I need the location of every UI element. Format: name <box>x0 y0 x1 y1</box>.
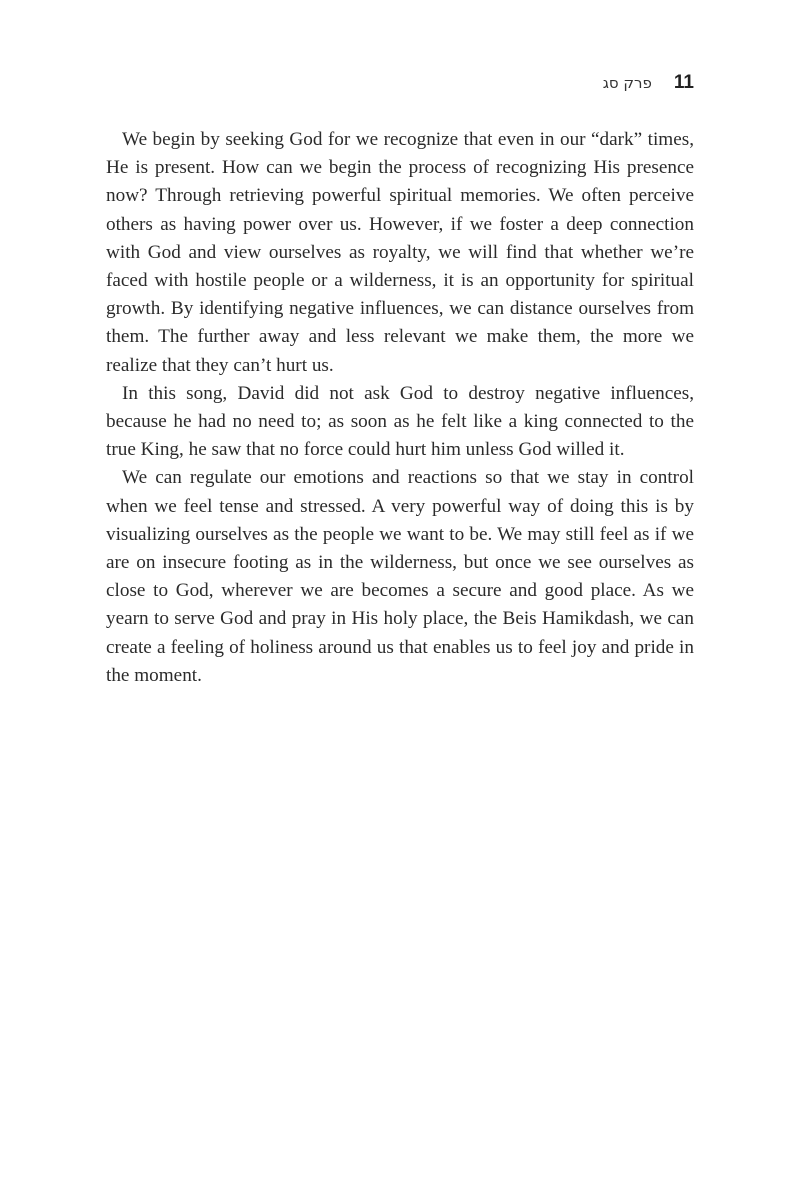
page-number: 11 <box>673 72 694 93</box>
paragraph: We begin by seeking God for we recognize that even in our “dark” times, He is present. How can we begin the process of recognizing His presence now? Through retrieving powerful spiritual memories. We often perceive others as having power over us. However, if we foster a deep connection with God and view ourselves as royalty, we will find that whether we’re faced with hostile people or a wilderness, it is an opportunity for spiritual growth. By identifying negative influences, we can distance ourselves from them. The further away and less relevant we make them, the more we realize that they can’t hurt us. <box>106 129 694 376</box>
body-text <box>106 126 694 690</box>
paragraph: We can regulate our emotions and reactions so that we stay in control when we feel tense and stressed. A very powerful way of doing this is by visualizing ourselves as the people we want to be. We may still feel as if we are on insecure footing as in the wilderness, but once we see ourselves as close to God, wherever we are becomes a secure and good place. As we yearn to serve God and pray in His holy place, the Beis Hamikdash, we can create a feeling of holiness around us that enables us to feel joy and pride in the moment. <box>106 467 694 686</box>
running-header <box>603 72 694 94</box>
paragraph: In this song, David did not ask God to destroy negative influences, because he had no need to; as soon as he felt like a king connected to the true King, he saw that no force could hurt him unless God willed it. <box>106 382 694 461</box>
chapter-title-hebrew: פרק סג <box>602 74 652 92</box>
